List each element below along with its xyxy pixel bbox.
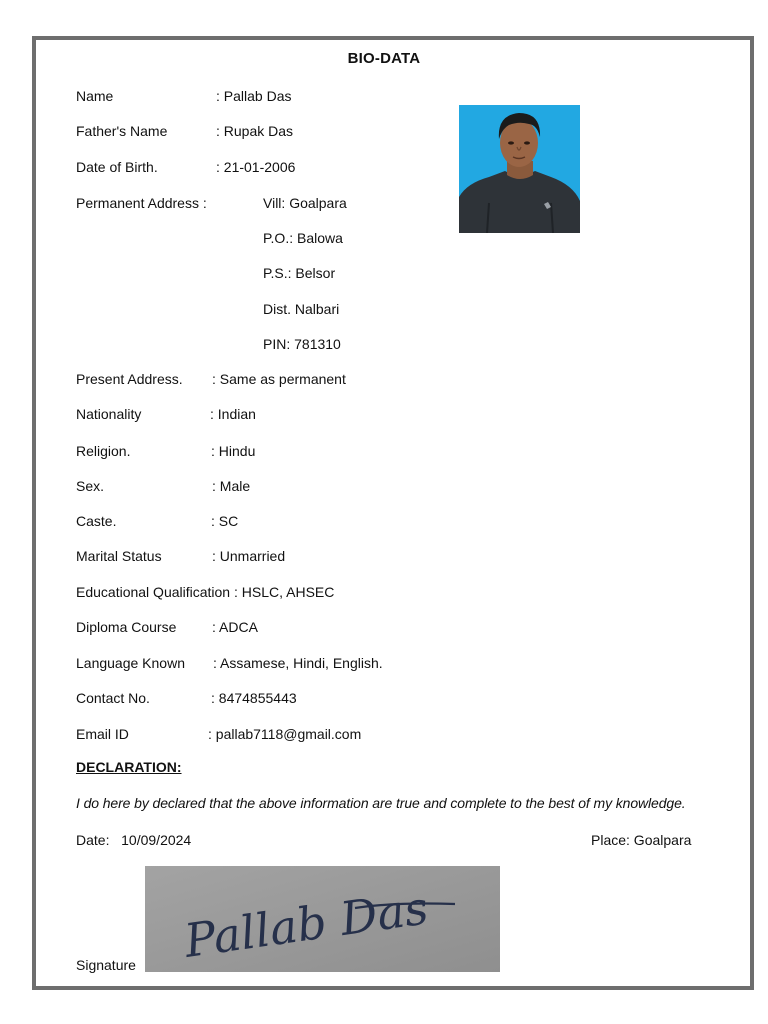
date-label: Date: xyxy=(76,832,110,848)
education-label: Educational Qualification xyxy=(76,584,231,600)
marital-status-value: : Unmarried xyxy=(212,548,286,564)
email-label: Email ID xyxy=(76,726,129,742)
education-value: : HSLC, AHSEC xyxy=(234,584,335,600)
person-photo-icon xyxy=(459,105,580,233)
dob-value: : 21-01-2006 xyxy=(216,159,296,175)
nationality-label: Nationality xyxy=(76,406,142,422)
permanent-address-line: PIN: 781310 xyxy=(263,336,341,352)
language-label: Language Known xyxy=(76,655,185,671)
present-address-label: Present Address. xyxy=(76,371,183,387)
signature-label: Signature xyxy=(76,957,136,973)
diploma-value: : ADCA xyxy=(212,619,258,635)
marital-status-label: Marital Status xyxy=(76,548,162,564)
nationality-value: : Indian xyxy=(210,406,256,422)
contact-value: : 8474855443 xyxy=(211,690,297,706)
date-row xyxy=(76,831,191,849)
permanent-address-label: Permanent Address : xyxy=(76,195,207,211)
religion-value: : Hindu xyxy=(211,443,256,459)
document-title: BIO-DATA xyxy=(347,50,421,67)
father-name-label: Father's Name xyxy=(76,123,168,139)
signature-image xyxy=(145,866,500,972)
permanent-address-line: P.O.: Balowa xyxy=(263,230,343,246)
sex-value: : Male xyxy=(212,478,251,494)
signature-text: Pallab Das xyxy=(181,880,432,968)
email-value: : pallab7118@gmail.com xyxy=(208,726,362,742)
dob-label: Date of Birth. xyxy=(76,159,158,175)
contact-label: Contact No. xyxy=(76,690,150,706)
name-value: : Pallab Das xyxy=(216,88,292,104)
father-name-value: : Rupak Das xyxy=(216,123,294,139)
religion-label: Religion. xyxy=(76,443,131,459)
name-label: Name xyxy=(76,88,114,104)
permanent-address-line: Vill: Goalpara xyxy=(263,195,347,211)
handwritten-signature-icon xyxy=(145,866,500,972)
sex-label: Sex. xyxy=(76,478,105,494)
declaration-heading: DECLARATION: xyxy=(76,759,182,775)
place: Place: Goalpara xyxy=(591,832,692,848)
profile-photo xyxy=(459,105,580,233)
date-value: 10/09/2024 xyxy=(121,832,192,848)
present-address-value: : Same as permanent xyxy=(212,371,346,387)
diploma-label: Diploma Course xyxy=(76,619,177,635)
declaration-text: I do here by declared that the above information are true and complete to the best of my knowledge. xyxy=(76,795,686,811)
caste-value: : SC xyxy=(211,513,239,529)
language-value: : Assamese, Hindi, English. xyxy=(213,655,383,671)
permanent-address-line: P.S.: Belsor xyxy=(263,265,336,281)
permanent-address-line: Dist. Nalbari xyxy=(263,301,340,317)
caste-label: Caste. xyxy=(76,513,117,529)
education-row xyxy=(76,583,334,601)
